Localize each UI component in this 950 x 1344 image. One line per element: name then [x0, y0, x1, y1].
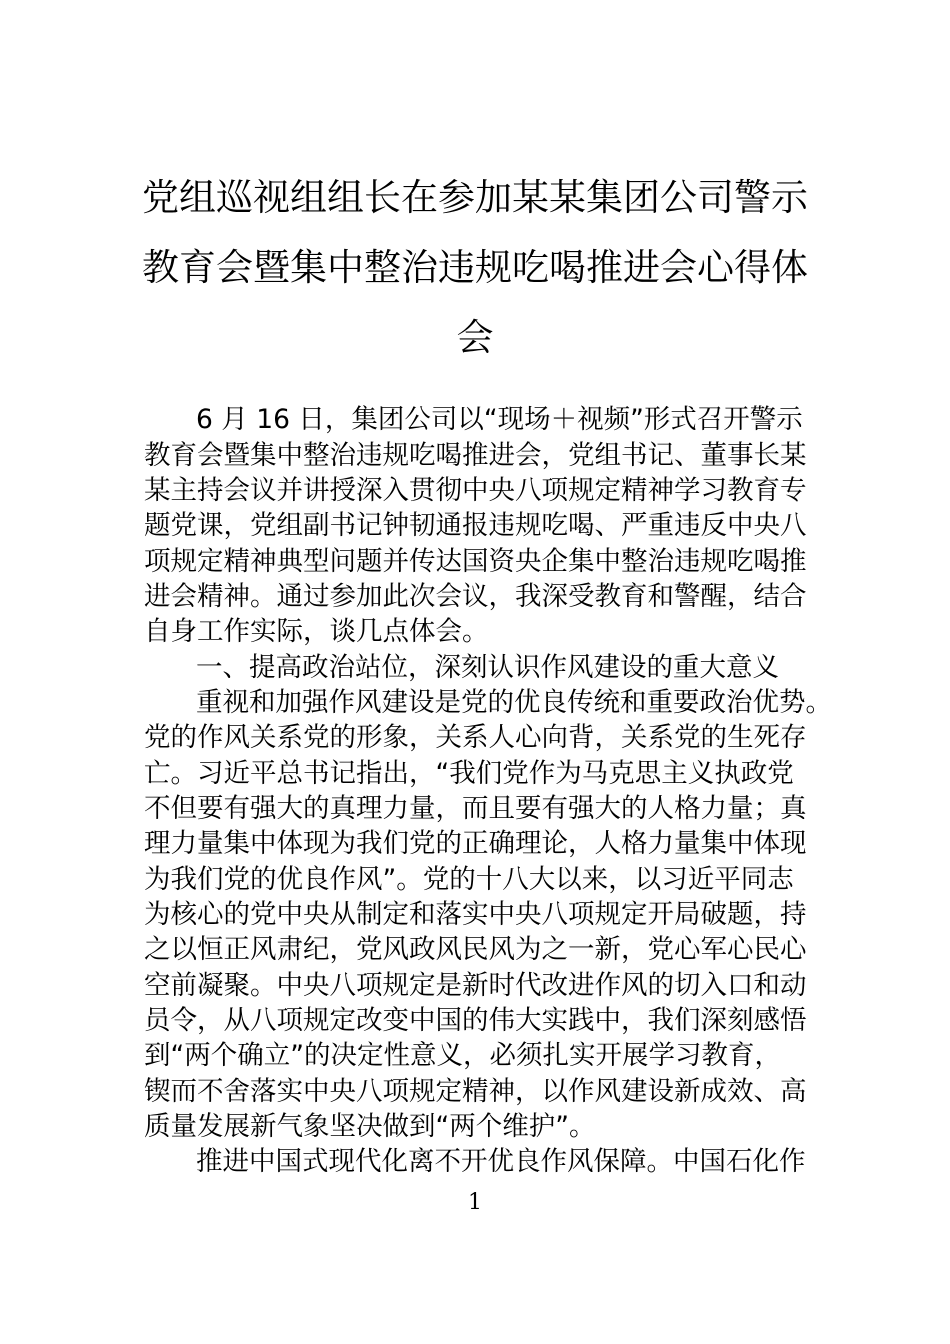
body-line-22: 推进中国式现代化离不开优良作风保障。中国石化作 [196, 1146, 806, 1177]
body-line-1: 6 月 16 日，集团公司以“现场＋视频”形式召开警示 [196, 404, 803, 435]
document-title-line-3: 会 [456, 316, 494, 359]
body-line-17: 空前凝聚。中央八项规定是新时代改进作风的切入口和动 [144, 970, 807, 1001]
body-line-4: 题党课，党组副书记钟韧通报违规吃喝、严重违反中央八 [144, 510, 807, 541]
body-line-2: 教育会暨集中整治违规吃喝推进会，党组书记、董事长某 [144, 440, 807, 471]
body-line-18: 员令，从八项规定改变中国的伟大实践中，我们深刻感悟 [144, 1005, 807, 1036]
section-heading-1: 一、提高政治站位，深刻认识作风建设的重大意义 [196, 652, 779, 683]
body-line-19: 到“两个确立”的决定性意义，必须扎实开展学习教育， [144, 1040, 781, 1071]
body-line-10: 党的作风关系党的形象，关系人心向背，关系党的生死存 [144, 722, 807, 753]
document-title-line-2: 教育会暨集中整治违规吃喝推进会心得体 [142, 246, 808, 289]
body-line-5: 项规定精神典型问题并传达国资央企集中整治违规吃喝推 [144, 546, 807, 577]
body-line-12: 不但要有强大的真理力量，而且要有强大的人格力量；真 [144, 793, 807, 824]
body-line-7: 自身工作实际，谈几点体会。 [144, 616, 489, 647]
body-line-15: 为核心的党中央从制定和落实中央八项规定开局破题，持 [144, 899, 807, 930]
body-line-14: 为我们党的优良作风”。党的十八大以来，以习近平同志 [144, 864, 794, 895]
body-line-9: 重视和加强作风建设是党的优良传统和重要政治优势。 [196, 687, 832, 718]
body-line-20: 锲而不舍落实中央八项规定精神，以作风建设新成效、高 [144, 1076, 807, 1107]
body-line-16: 之以恒正风肃纪，党风政风民风为之一新，党心军心民心 [144, 934, 807, 965]
body-line-3: 某主持会议并讲授深入贯彻中央八项规定精神学习教育专 [144, 475, 807, 506]
body-line-13: 理力量集中体现为我们党的正确理论，人格力量集中体现 [144, 828, 807, 859]
body-line-11: 亡。习近平总书记指出，“我们党作为马克思主义执政党 [144, 758, 794, 789]
body-line-6: 进会精神。通过参加此次会议，我深受教育和警醒，结合 [144, 581, 807, 612]
page-number: 1 [468, 1190, 482, 1215]
document-title-line-1: 党组巡视组组长在参加某某集团公司警示 [142, 176, 808, 219]
body-line-21: 质量发展新气象坚决做到“两个维护”。 [144, 1111, 596, 1142]
